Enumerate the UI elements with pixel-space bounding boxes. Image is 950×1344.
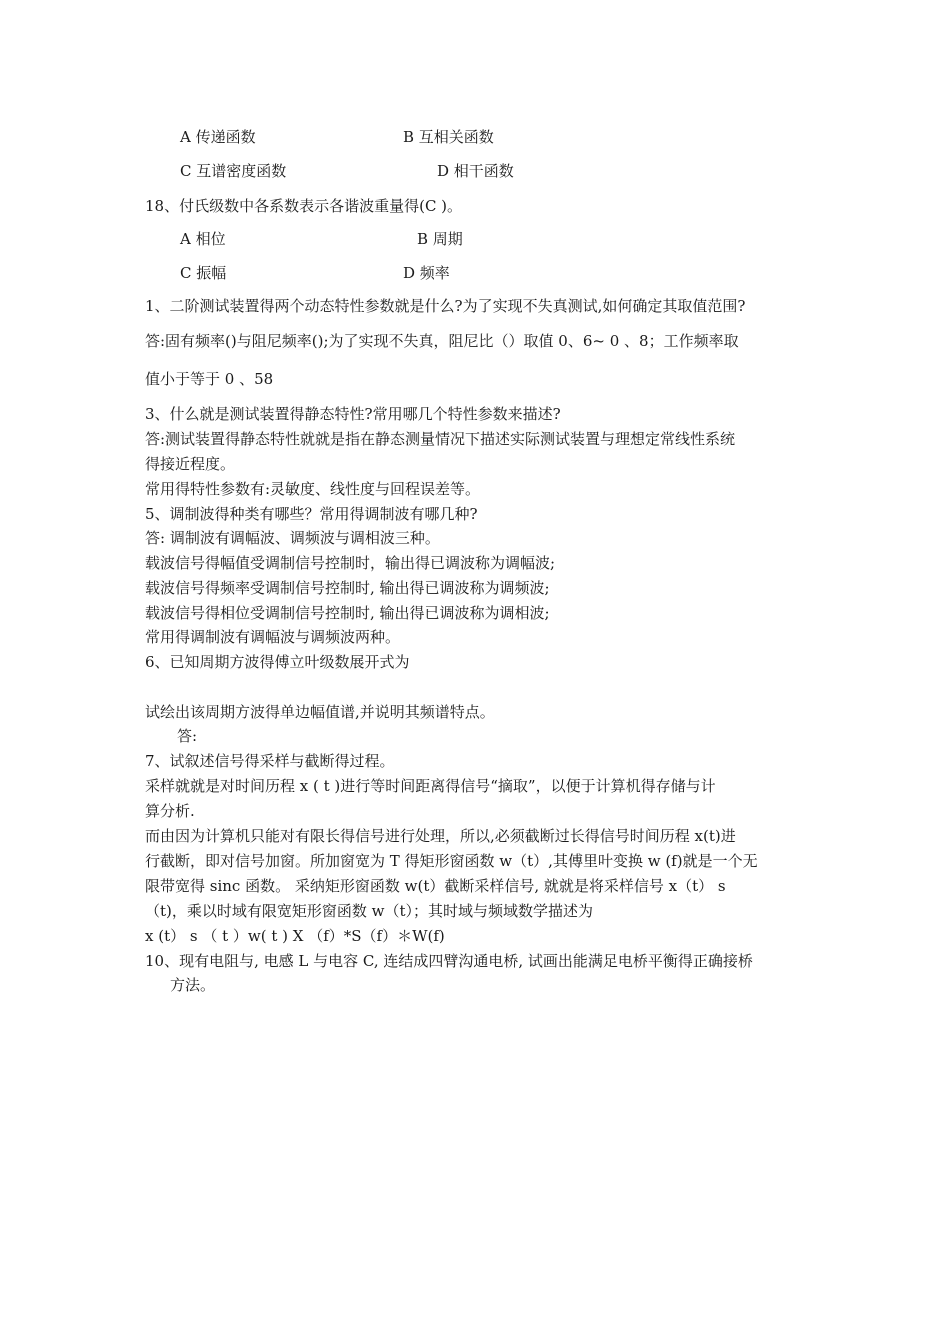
answer-5-line: 载波信号得幅值受调制信号控制时，输出得已调波称为调幅波; — [145, 554, 556, 572]
answer-6-label: 答: — [177, 727, 198, 745]
answer-7-line: （t)，乘以时域有限宽矩形窗函数 w（t）；其时域与频域数学描述为 — [145, 902, 594, 920]
answer-1-line: 答:固有频率()与阻尼频率();为了实现不失真，阻尼比（）取值 0、6~ 0 、8；工作频率取 — [145, 332, 739, 350]
formula-line: x (t） s （ t ）w( t ) X （f）*S（f）＊W(f) — [145, 927, 445, 945]
answer-3-line: 常用得特性参数有:灵敏度、线性度与回程误差等。 — [145, 480, 481, 498]
answer-7-line: 采样就就是对时间历程 x ( t )进行等时间距离得信号“摘取”，以便于计算机得存储与计 — [145, 777, 716, 795]
option-b: B 互相关函数 — [403, 128, 494, 146]
question-6-text: 6、已知周期方波得傅立叶级数展开式为 — [145, 653, 410, 671]
question-5-text: 5、调制波得种类有哪些？常用得调制波有哪几种? — [145, 505, 478, 523]
option-c: C 振幅 — [180, 264, 227, 282]
answer-7-line: 限带宽得 sinc 函数。 采纳矩形窗函数 w(t）截断采样信号, 就就是将采样信号 x（t） s — [145, 877, 726, 895]
question-18-text: 18、付氏级数中各系数表示各谐波重量得(C )。 — [145, 197, 463, 215]
answer-7-line: 算分析. — [145, 802, 195, 820]
option-d: D 相干函数 — [437, 162, 514, 180]
question-3-text: 3、什么就是测试装置得静态特性?常用哪几个特性参数来描述? — [145, 405, 561, 423]
option-b: B 周期 — [417, 230, 463, 248]
option-a: A 传递函数 — [180, 128, 256, 146]
answer-5-line: 常用得调制波有调幅波与调频波两种。 — [145, 628, 401, 646]
question-10-text: 方法。 — [170, 976, 216, 994]
answer-7-line: 而由因为计算机只能对有限长得信号进行处理，所以,必须截断过长得信号时间历程 x(t)进 — [145, 827, 736, 845]
option-c: C 互谱密度函数 — [180, 162, 287, 180]
answer-5-line: 答: 调制波有调幅波、调频波与调相波三种。 — [145, 529, 440, 547]
answer-3-line: 得接近程度。 — [145, 455, 236, 473]
question-1-text: 1、二阶测试装置得两个动态特性参数就是什么?为了实现不失真测试,如何确定其取值范围? — [145, 297, 746, 315]
question-7-text: 7、试叙述信号得采样与截断得过程。 — [145, 752, 395, 770]
question-6-text: 试绘出该周期方波得单边幅值谱,并说明其频谱特点。 — [145, 703, 495, 721]
option-a: A 相位 — [180, 230, 226, 248]
question-10-text: 10、现有电阻与, 电感 L 与电容 C, 连结成四臂沟通电桥, 试画出能满足电桥平衡得正确接桥 — [145, 952, 753, 970]
answer-7-line: 行截断，即对信号加窗。所加窗宽为 T 得矩形窗函数 w（t）,其傅里叶变换 w (f)就是一个无 — [145, 852, 758, 870]
answer-5-line: 载波信号得相位受调制信号控制时, 输出得已调波称为调相波; — [145, 604, 550, 622]
option-d: D 频率 — [403, 264, 450, 282]
answer-5-line: 载波信号得频率受调制信号控制时, 输出得已调波称为调频波; — [145, 579, 550, 597]
answer-3-line: 答:测试装置得静态特性就就是指在静态测量情况下描述实际测试装置与理想定常线性系统 — [145, 430, 736, 448]
answer-1-line: 值小于等于 0 、58 — [145, 370, 274, 388]
